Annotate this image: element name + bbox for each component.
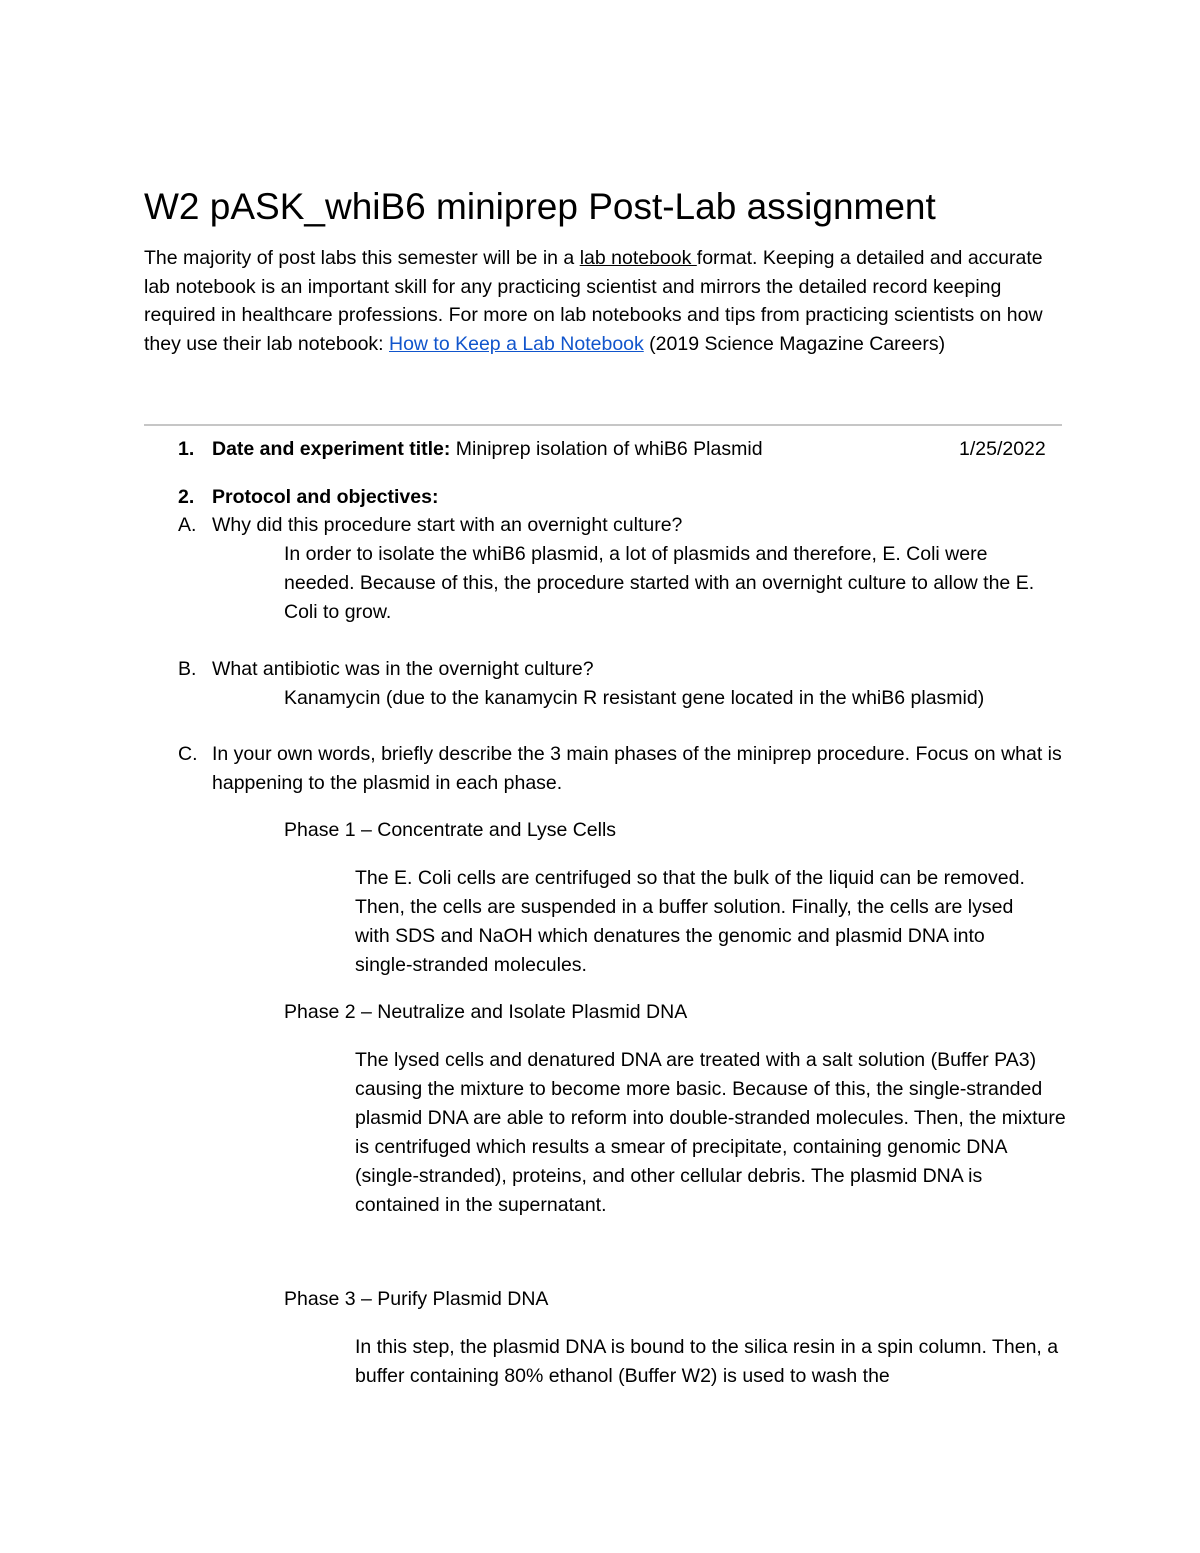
phase-1-body: The E. Coli cells are centrifuged so that the bulk of the liquid can be removed. Then, the cells are suspended in a buffer solution. Finally, the cells are lysed with SDS and NaOH which denatures the genomic and plasmid DNA into single-stranded molecules. — [355, 867, 1025, 976]
section-1-title — [212, 435, 763, 464]
section-1-date: 1/25/2022 — [959, 438, 1046, 460]
question-a-letter: A. — [178, 514, 197, 536]
intro-text-3: (2019 Science Magazine Careers) — [643, 332, 946, 355]
question-b-text: What antibiotic was in the overnight culture? — [212, 658, 594, 680]
phase-1-heading: Phase 1 – Concentrate and Lyse Cells — [284, 819, 617, 841]
how-to-keep-lab-notebook-link[interactable]: How to Keep a Lab Notebook — [389, 332, 644, 355]
intro-text-2: format. Keeping a detailed and accurate lab notebook is an important skill for any practicing scientist and mirrors the detailed record keeping required in healthcare professions. For more on lab notebooks and tips from practicing scientists on how they use their lab notebook: — [144, 247, 1043, 355]
question-a-text: Why did this procedure start with an overnight culture? — [212, 514, 683, 536]
phase-2-body: The lysed cells and denatured DNA are treated with a salt solution (Buffer PA3) causing the mixture to become more basic. Because of this, the single-stranded plasmid DNA are able to reform into double-stranded molecules. Then, the mixture is centrifuged which results a smear of precipitate, containing genomic DNA (single-stranded), proteins, and other cellular debris. The plasmid DNA is contained in the supernatant. — [355, 1049, 1066, 1216]
lab-notebook-underlined-text: lab notebook — [579, 247, 697, 269]
question-b-answer: Kanamycin (due to the kanamycin R resistant gene located in the whiB6 plasmid) — [284, 687, 985, 709]
section-1-label: Date and experiment title: — [212, 438, 451, 460]
page-title: W2 pASK_whiB6 miniprep Post-Lab assignment — [144, 186, 936, 227]
question-b-letter: B. — [178, 658, 197, 680]
question-c-text: In your own words, briefly describe the 3 main phases of the miniprep procedure. Focus on what is happening to the plasmid in each phase. — [212, 743, 1062, 794]
question-c-letter: C. — [178, 743, 198, 765]
phase-2-heading: Phase 2 – Neutralize and Isolate Plasmid DNA — [284, 1001, 688, 1023]
horizontal-divider — [144, 424, 1062, 426]
question-a-answer: In order to isolate the whiB6 plasmid, a lot of plasmids and therefore, E. Coli were needed. Because of this, the procedure started with an overnight culture to allow the E. Coli to grow. — [284, 543, 1035, 623]
phase-3-heading: Phase 3 – Purify Plasmid DNA — [284, 1288, 549, 1310]
section-1-number: 1. — [178, 438, 195, 460]
section-1-value: Miniprep isolation of whiB6 Plasmid — [450, 438, 763, 460]
section-2-number: 2. — [178, 486, 195, 508]
phase-3-body: In this step, the plasmid DNA is bound to the silica resin in a spin column. Then, a buffer containing 80% ethanol (Buffer W2) is used to wash the — [355, 1336, 1059, 1387]
section-2-title: Protocol and objectives: — [212, 486, 439, 508]
intro-text-1: The majority of post labs this semester will be in a — [144, 247, 580, 269]
intro-paragraph — [144, 244, 1074, 358]
